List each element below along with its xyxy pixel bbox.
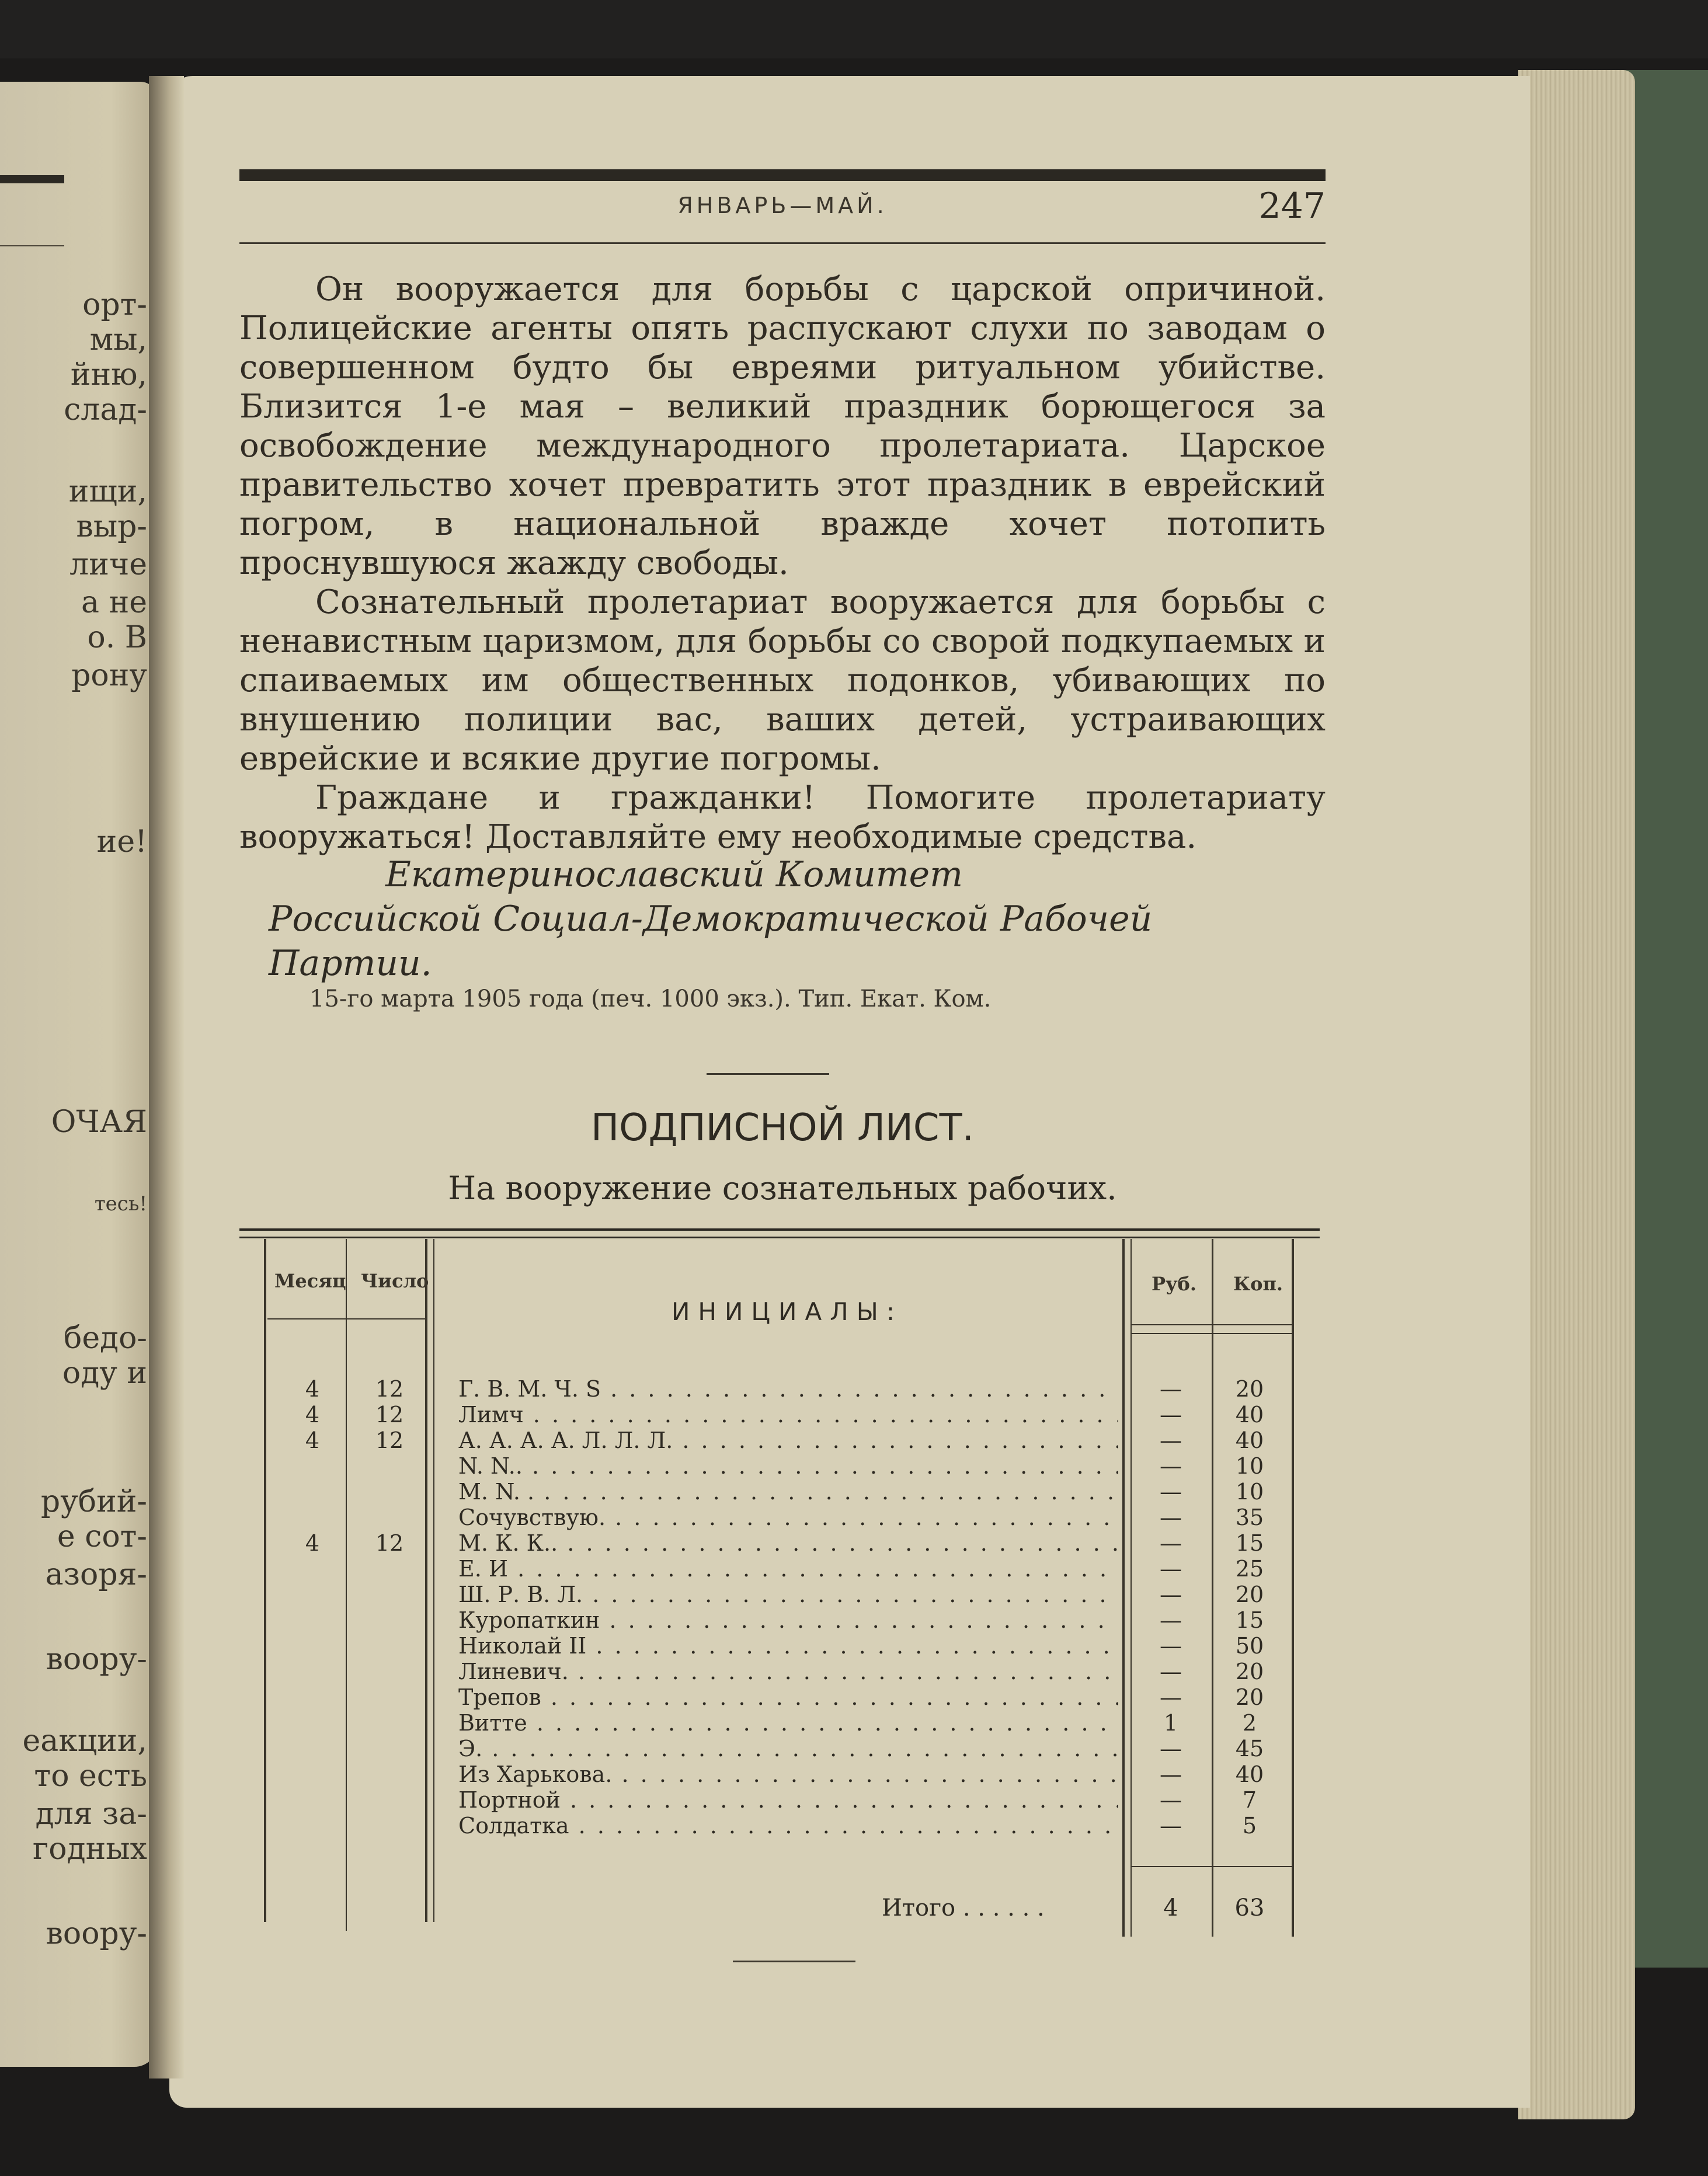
table-row	[0, 1556, 1708, 1582]
left-fragment: еакции,	[22, 1724, 147, 1759]
imprint: 15-го марта 1905 года (печ. 1000 экз.). Тип. Екат. Ком.	[309, 986, 992, 1012]
cell-name: М. К. К.. . . .	[458, 1530, 1118, 1556]
table-row	[0, 1505, 1708, 1530]
cell-month: 4	[305, 1402, 320, 1428]
table-row	[0, 1633, 1708, 1659]
bottom-divider	[733, 1961, 855, 1962]
left-fragment: для за-	[35, 1796, 147, 1832]
cell-name: Лимч . . .	[458, 1402, 1118, 1428]
cell-rub: —	[1160, 1505, 1182, 1530]
cell-rub: —	[1160, 1813, 1182, 1839]
cell-name: Г. В. М. Ч. S . . .	[458, 1376, 1118, 1402]
header-rule-thin	[239, 242, 1326, 244]
cell-rub: —	[1160, 1633, 1182, 1659]
table-row	[0, 1710, 1708, 1736]
cell-day: 12	[375, 1530, 404, 1556]
cell-kop: 20	[1235, 1659, 1264, 1684]
header-underline	[267, 1318, 425, 1319]
header-day: Число	[361, 1270, 429, 1292]
left-fragment: оду и	[62, 1356, 147, 1391]
cell-kop: 5	[1242, 1813, 1257, 1839]
signature-line-1: Екатеринославский Комитет	[385, 854, 963, 895]
cell-rub: —	[1160, 1530, 1182, 1556]
left-fragment: орт-	[82, 287, 147, 322]
table-row	[0, 1530, 1708, 1556]
cell-name: Линевич. . . .	[458, 1659, 1118, 1684]
table-row	[0, 1607, 1708, 1633]
cell-rub: —	[1160, 1659, 1182, 1684]
table-row	[0, 1479, 1708, 1505]
cell-kop: 7	[1242, 1787, 1257, 1813]
left-fragment: бедо-	[64, 1321, 147, 1356]
cell-kop: 15	[1235, 1607, 1264, 1633]
table-row	[0, 1659, 1708, 1684]
list-subtitle: На вооружение сознательных рабочих.	[448, 1169, 1117, 1207]
cell-kop: 15	[1235, 1530, 1264, 1556]
left-fragment: мы,	[89, 322, 147, 357]
total-kop: 63	[1234, 1895, 1265, 1921]
left-fragment: воору-	[46, 1642, 147, 1677]
table-top-rule-2	[239, 1237, 1320, 1238]
table-top-rule	[239, 1228, 1320, 1231]
left-fragment: азоря-	[45, 1557, 147, 1592]
cell-name: Портной . . .	[458, 1787, 1118, 1813]
cell-kop: 50	[1235, 1633, 1264, 1659]
left-fragment: о. В	[87, 620, 147, 655]
cell-rub: —	[1160, 1479, 1182, 1505]
cell-rub: —	[1160, 1582, 1182, 1607]
left-fragment: то есть	[34, 1759, 147, 1794]
left-fragment: выр-	[76, 509, 147, 544]
left-fragment: рону	[71, 658, 147, 693]
table-row	[0, 1813, 1708, 1839]
cell-name: Э. . . .	[458, 1736, 1118, 1761]
cell-name: Е. И . . .	[458, 1556, 1118, 1582]
table-row	[0, 1402, 1708, 1428]
header-rule-thick	[239, 169, 1326, 181]
header-rub: Руб.	[1152, 1273, 1197, 1295]
cell-rub: —	[1160, 1736, 1182, 1761]
left-fragment: а не	[81, 585, 147, 620]
header-initials: ИНИЦИАЛЫ:	[672, 1297, 903, 1326]
paragraph: Сознательный пролетариат вооружается для борьбы с ненавистным царизмом, для борьбы со сворой подкупаемых и спаиваемых им общественных подонков, убивающих по внушению полиции вас, ваших детей, устраивающих еврейские и всякие другие погромы.	[239, 583, 1326, 778]
left-header-thin-rule	[0, 245, 64, 246]
table-row	[0, 1428, 1708, 1453]
cell-rub: —	[1160, 1761, 1182, 1787]
header-underline	[1130, 1333, 1293, 1334]
cell-month: 4	[305, 1530, 320, 1556]
background-top	[0, 0, 1708, 58]
cell-month: 4	[305, 1376, 320, 1402]
cell-name: N. N.. . . .	[458, 1453, 1118, 1479]
cell-kop: 10	[1235, 1453, 1264, 1479]
cell-day: 12	[375, 1376, 404, 1402]
cell-kop: 25	[1235, 1556, 1264, 1582]
cell-rub: —	[1160, 1453, 1182, 1479]
cell-day: 12	[375, 1428, 404, 1453]
body-text	[239, 270, 1326, 857]
cell-kop: 45	[1235, 1736, 1264, 1761]
cell-name: Ш. Р. В. Л. . . .	[458, 1582, 1118, 1607]
left-fragment: ищи,	[68, 474, 147, 509]
cell-name: Из Харькова. . . .	[458, 1761, 1118, 1787]
paragraph: Он вооружается для борьбы с царской опричиной. Полицейские агенты опять распускают слухи по заводам о совершенном будто бы евреями ритуальном убийстве. Близится 1-е мая – великий праздник борющегося за освобождение международного пролетариата. Царское правительство хочет превратить этот праздник в еврейский погром, в национальной вражде хочет потопить проснувшуюся жажду свободы.	[239, 270, 1326, 582]
cell-kop: 20	[1235, 1582, 1264, 1607]
left-fragment: личе	[69, 547, 147, 582]
cell-day: 12	[375, 1402, 404, 1428]
cell-month: 4	[305, 1428, 320, 1453]
left-fragment: годных	[33, 1832, 147, 1867]
cell-kop: 20	[1235, 1376, 1264, 1402]
left-fragment: тесь!	[94, 1192, 147, 1216]
header-kop: Коп.	[1233, 1273, 1283, 1295]
cell-name: Витте . . .	[458, 1710, 1118, 1736]
left-fragment: рубий-	[40, 1484, 147, 1519]
cell-rub: —	[1160, 1556, 1182, 1582]
cell-kop: 40	[1235, 1761, 1264, 1787]
cell-rub: —	[1160, 1607, 1182, 1633]
cell-name: Трепов . . .	[458, 1684, 1118, 1710]
cell-name: Сочувствую. . . .	[458, 1505, 1118, 1530]
signature	[239, 852, 1326, 986]
cell-name: Куропаткин . . .	[458, 1607, 1118, 1633]
header-month: Месяц	[274, 1270, 346, 1292]
table-row	[0, 1453, 1708, 1479]
cell-rub: —	[1160, 1376, 1182, 1402]
header-underline	[1130, 1324, 1293, 1325]
cell-rub: —	[1160, 1684, 1182, 1710]
cell-rub: —	[1160, 1402, 1182, 1428]
table-row	[0, 1582, 1708, 1607]
left-fragment: воору-	[46, 1916, 147, 1951]
left-header-rule	[0, 175, 64, 183]
signature-line-2: Российской Социал-Демократической Рабочей Партии.	[269, 899, 1153, 984]
total-label: Итого . . . . . .	[882, 1895, 1045, 1921]
left-fragment: е сот-	[57, 1519, 147, 1554]
left-fragment: слад-	[64, 392, 147, 427]
table-row	[0, 1684, 1708, 1710]
table-row	[0, 1787, 1708, 1813]
cell-name: А. А. А. А. Л. Л. Л. . . .	[458, 1428, 1118, 1453]
cell-kop: 40	[1235, 1402, 1264, 1428]
cell-name: Солдатка . . .	[458, 1813, 1118, 1839]
total-row	[0, 1895, 1708, 1924]
left-fragment: ОЧАЯ	[51, 1105, 147, 1140]
cell-rub: —	[1160, 1428, 1182, 1453]
cell-kop: 10	[1235, 1479, 1264, 1505]
total-rub: 4	[1163, 1895, 1178, 1921]
cell-kop: 40	[1235, 1428, 1264, 1453]
left-fragment: ие!	[96, 824, 147, 859]
paragraph: Граждане и гражданки! Помогите пролетариату вооружаться! Доставляйте ему необходимые средства.	[239, 779, 1326, 856]
cell-rub: 1	[1163, 1710, 1178, 1736]
table-row	[0, 1761, 1708, 1787]
table-row	[0, 1736, 1708, 1761]
cell-rub: —	[1160, 1787, 1182, 1813]
total-rule	[1132, 1866, 1293, 1867]
cell-kop: 2	[1242, 1710, 1257, 1736]
cell-name: Николай II . . .	[458, 1633, 1118, 1659]
running-head: ЯНВАРЬ—МАЙ.	[677, 193, 888, 218]
left-fragment: йню,	[70, 357, 147, 392]
page-number: 247	[1258, 186, 1326, 227]
section-divider	[707, 1073, 829, 1075]
cell-name: M. N. . . . .	[458, 1479, 1118, 1505]
list-title: ПОДПИСНОЙ ЛИСТ.	[590, 1106, 975, 1150]
cell-kop: 35	[1235, 1505, 1264, 1530]
cell-kop: 20	[1235, 1684, 1264, 1710]
table-row	[0, 1376, 1708, 1402]
